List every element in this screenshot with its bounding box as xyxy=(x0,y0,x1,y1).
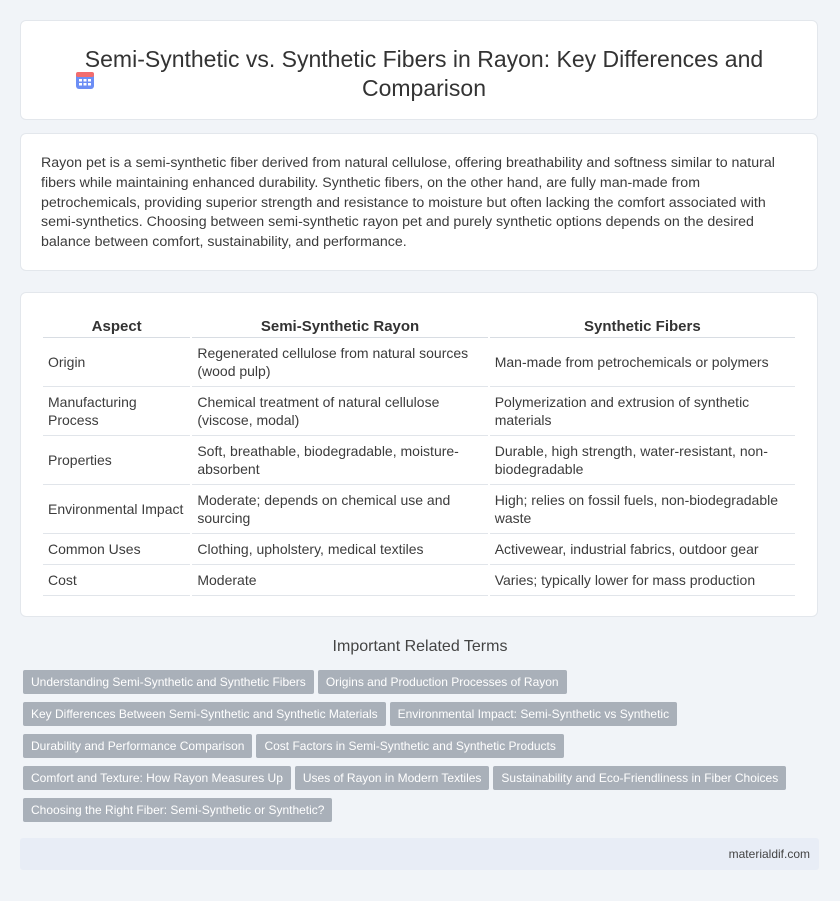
related-term-tag[interactable]: Sustainability and Eco-Friendliness in Fiber Choices xyxy=(493,766,786,790)
table-row xyxy=(43,485,795,534)
table-cell: Common Uses xyxy=(43,534,190,565)
header-card xyxy=(20,20,818,120)
comparison-table xyxy=(41,315,797,596)
related-terms-heading: Important Related Terms xyxy=(332,638,508,655)
column-header-synthetic: Synthetic Fibers xyxy=(490,315,795,338)
table-cell: Man-made from petrochemicals or polymers xyxy=(490,338,795,387)
table-cell: Polymerization and extrusion of synthetic materials xyxy=(490,387,795,436)
intro-card xyxy=(20,133,818,271)
page-title: Semi-Synthetic vs. Synthetic Fibers in Rayon: Key Differences and Comparison xyxy=(84,46,764,101)
footer xyxy=(20,838,819,870)
table-cell: Origin xyxy=(43,338,190,387)
table-cell: Regenerated cellulose from natural sources (wood pulp) xyxy=(192,338,487,387)
intro-paragraph: Rayon pet is a semi-synthetic fiber derived from natural cellulose, offering breathability and softness similar to natural fibers while maintaining enhanced durability. Synthetic fibers, on the other hand, are fully man-made from petrochemicals, providing superior strength and resistance to moisture but often lacking the comfort associated with semi-synthetics. Choosing between semi-synthetic rayon pet and purely synthetic options depends on the desired balance between comfort, sustainability, and performance. xyxy=(41,155,775,251)
related-term-tag[interactable]: Environmental Impact: Semi-Synthetic vs Synthetic xyxy=(390,702,677,726)
table-cell: Environmental Impact xyxy=(43,485,190,534)
related-term-tag[interactable]: Durability and Performance Comparison xyxy=(23,734,252,758)
related-term-tag[interactable]: Uses of Rayon in Modern Textiles xyxy=(295,766,490,790)
table-cell: Manufacturing Process xyxy=(43,387,190,436)
related-term-tag[interactable]: Key Differences Between Semi-Synthetic and Synthetic Materials xyxy=(23,702,386,726)
related-terms-list xyxy=(23,670,803,830)
related-term-tag[interactable]: Origins and Production Processes of Rayon xyxy=(318,670,567,694)
table-row xyxy=(43,387,795,436)
comparison-table-card xyxy=(20,292,818,617)
table-cell: Clothing, upholstery, medical textiles xyxy=(192,534,487,565)
related-term-tag[interactable]: Comfort and Texture: How Rayon Measures Up xyxy=(23,766,291,790)
table-cell: Moderate; depends on chemical use and sourcing xyxy=(192,485,487,534)
column-header-semi-synthetic: Semi-Synthetic Rayon xyxy=(192,315,487,338)
table-header-row xyxy=(43,315,795,338)
table-cell: High; relies on fossil fuels, non-biodegradable waste xyxy=(490,485,795,534)
related-term-tag[interactable]: Understanding Semi-Synthetic and Synthetic Fibers xyxy=(23,670,314,694)
table-cell: Varies; typically lower for mass production xyxy=(490,565,795,596)
table-row xyxy=(43,436,795,485)
table-row xyxy=(43,565,795,596)
table-row xyxy=(43,338,795,387)
related-term-tag[interactable]: Cost Factors in Semi-Synthetic and Synthetic Products xyxy=(256,734,563,758)
table-cell: Cost xyxy=(43,565,190,596)
table-cell: Durable, high strength, water-resistant, non-biodegradable xyxy=(490,436,795,485)
related-term-tag[interactable]: Choosing the Right Fiber: Semi-Synthetic or Synthetic? xyxy=(23,798,332,822)
table-cell: Moderate xyxy=(192,565,487,596)
table-cell: Properties xyxy=(43,436,190,485)
table-cell: Soft, breathable, biodegradable, moisture-absorbent xyxy=(192,436,487,485)
table-row xyxy=(43,534,795,565)
table-cell: Chemical treatment of natural cellulose (viscose, modal) xyxy=(192,387,487,436)
column-header-aspect: Aspect xyxy=(43,315,190,338)
footer-site-link[interactable]: materialdif.com xyxy=(728,847,810,861)
table-cell: Activewear, industrial fabrics, outdoor gear xyxy=(490,534,795,565)
